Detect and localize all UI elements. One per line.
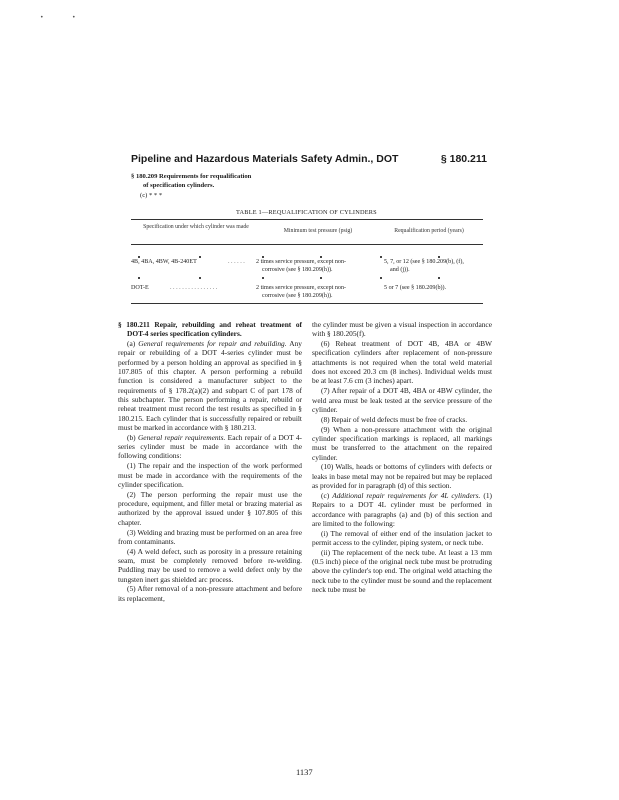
right-paragraph: [312, 529, 492, 548]
table-header-pressure: Minimum test pressure (psig): [283, 228, 353, 234]
paragraph-text: (4) A weld defect, such as porosity in a pressure retaining seam, must be completely removed before re-welding. Puddling may be used to remove a weld defect only by the tungsten inert gas shielded arc process.: [118, 546, 302, 584]
right-paragraph: [312, 415, 492, 424]
table-title: TABLE 1—REQUALIFICATION OF CYLINDERS: [236, 209, 377, 216]
scan-mark-2: •: [72, 14, 76, 21]
scan-mark-1: •: [40, 14, 44, 21]
table-row-2-leader: . . . . . . . . . . . . . . . .: [170, 285, 218, 291]
left-paragraph: [118, 584, 302, 603]
left-paragraph: [118, 547, 302, 584]
table-row-1-pressure-line2: corrosive (see § 180.209(h)).: [262, 267, 333, 273]
paragraph-text: the cylinder must be given a visual inspection in accordance with § 180.205(f).: [312, 320, 492, 339]
table-header-spec: Specification under which cylinder was made: [143, 224, 249, 230]
table-row-2-pressure-line1: 2 times service pressure, except non-: [256, 285, 347, 291]
elision-dot: [199, 256, 201, 258]
elision-dot: [138, 277, 140, 279]
paragraph-label: (a): [127, 339, 139, 349]
table-row-1-period-line2: and (j)).: [390, 267, 410, 273]
sec209-paragraph-ref: (c) * * *: [140, 192, 163, 199]
table-top-rule: [131, 219, 483, 220]
elision-dot: [380, 277, 382, 279]
table-row-2-period-line1: 5 or 7 (see § 180.209(b)).: [384, 285, 447, 291]
table-row-1-pressure-line1: 2 times service pressure, except non-: [256, 259, 347, 265]
table-bottom-rule: [131, 303, 483, 304]
paragraph-label: (c): [321, 490, 333, 500]
paragraph-text: (ii) The replacement of the neck tube. At least a 13 mm (0.5 inch) piece of the original neck tube must be protruding above the cylinder's top end. The original weld attaching the neck tube to the cylinder must be sound and the replacement neck tube must be: [312, 547, 492, 595]
paragraph-text: (1) Repairs to a DOT 4L cylinder must be performed in accordance with paragraphs (a) and (b) of this section and are limited to the following:: [312, 490, 492, 528]
left-paragraph: [118, 528, 302, 547]
table-row-1-leader: . . . . . .: [228, 259, 245, 265]
right-column-paragraphs: [312, 320, 492, 594]
elision-dot: [199, 277, 201, 279]
left-paragraph: [118, 461, 302, 489]
paragraph-text: (10) Walls, heads or bottoms of cylinders with defects or leaks in base metal may not be repaired but may be replaced as provided for in paragraph (d) of this section.: [312, 462, 492, 491]
section-211-heading: § 180.211 Repair, rebuilding and reheat treatment of DOT-4 series specification cylinders.: [118, 320, 302, 339]
table-header-rule: [131, 244, 483, 245]
right-paragraph: [312, 320, 492, 339]
paragraph-text: (5) After removal of a non-pressure attachment and before its replacement,: [118, 584, 302, 603]
paragraph-text: (7) After repair of a DOT 4B, 4BA or 4BW cylinder, the weld area must be leak tested at the service pressure of the cylinder.: [312, 386, 492, 414]
sec209-heading-line2: of specification cylinders.: [143, 182, 215, 189]
running-head-section: § 180.211: [440, 153, 487, 165]
right-paragraph: [312, 491, 492, 528]
paragraph-text: (9) When a non-pressure attachment with the original cylinder specification markings is replaced, all markings must be transferred to the attachment on the repaired cylinder.: [312, 424, 492, 462]
elision-dot: [262, 277, 264, 279]
paragraph-text: Any repair or rebuilding of a DOT 4-series cylinder must be performed by a person holding an approval as specified in § 107.805 of this chapter. A person performing a rebuild function is considered a manufacturer subject to the requirements of § 178.2(a)(2) and subpart C of part 178 of this subchapter. The person performing a repair, rebuild or reheat treatment must record the test results as specified in § 180.215. Each cylinder that is successfully repaired or rebuilt must be marked in accordance with § 180.213.: [118, 339, 302, 432]
table-row-1-period-line1: 5, 7, or 12 (see § 180.209(b), (f),: [384, 259, 464, 265]
paragraph-subject: General requirements for repair and rebuilding.: [138, 339, 287, 349]
right-paragraph: [312, 386, 492, 414]
elision-dot: [320, 277, 322, 279]
elision-dot: [438, 277, 440, 279]
page-number: 1137: [296, 767, 313, 777]
paragraph-text: Each repair of a DOT 4-series cylinder must be made in accordance with the following conditions:: [118, 432, 302, 461]
body-column-left: [118, 320, 302, 604]
table-header-period: Requalification period (years): [394, 228, 464, 234]
table-row-2-pressure-line2: corrosive (see § 180.209(h)).: [262, 293, 333, 299]
left-paragraph: [118, 433, 302, 461]
body-column-right: [312, 320, 492, 595]
right-paragraph: [312, 462, 492, 490]
paragraph-text: (1) The repair and the inspection of the work performed must be made in accordance with the requirements of the cylinder specification.: [118, 461, 302, 489]
paragraph-subject: Additional repair requirements for 4L cylinders.: [332, 490, 481, 500]
table-row-2-spec: DOT-E: [131, 285, 149, 291]
table-row-1-spec: 4B, 4BA, 4BW, 4B-240ET: [131, 259, 197, 265]
paragraph-text: (2) The person performing the repair must use the procedure, equipment, and filler metal or brazing material as authorized by the approval issued under § 107.805 of this chapter.: [118, 489, 302, 527]
left-paragraph: [118, 339, 302, 432]
left-column-paragraphs: [118, 339, 302, 603]
left-paragraph: [118, 490, 302, 527]
elision-dot: [380, 256, 382, 258]
right-paragraph: [312, 548, 492, 594]
paragraph-text: (i) The removal of either end of the insulation jacket to permit access to the cylinder, piping system, or neck tube.: [312, 528, 492, 547]
running-head-title: Pipeline and Hazardous Materials Safety Admin., DOT: [131, 153, 399, 165]
paragraph-label: (b): [127, 432, 138, 442]
paragraph-text: (3) Welding and brazing must be performed on an area free from contaminants.: [118, 527, 302, 546]
paragraph-subject: General repair requirements.: [137, 432, 226, 442]
right-paragraph: [312, 425, 492, 462]
right-paragraph: [312, 339, 492, 385]
sec209-heading-line1: § 180.209 Requirements for requalification: [131, 173, 252, 180]
paragraph-text: (8) Repair of weld defects must be free of cracks.: [321, 414, 468, 424]
paragraph-text: (6) Reheat treatment of DOT 4B, 4BA or 4BW specification cylinders after replacement of non-pressure attachments is not required when the total weld material does not exceed 20.3 cm (8 inches). Individual welds must be at least 7.6 cm (3 inches) apart.: [312, 339, 492, 386]
